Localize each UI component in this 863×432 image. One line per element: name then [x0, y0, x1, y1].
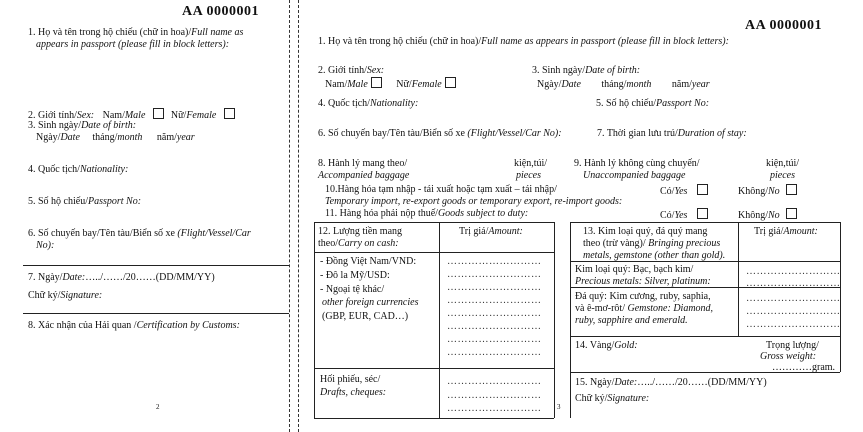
metals-silver-en: Precious metals: Silver, platinum: — [575, 276, 711, 287]
amount-line[interactable]: ……………………… — [447, 334, 542, 345]
field-customs-cert: 8. Xác nhận của Hải quan /Certification by Customs: — [28, 320, 240, 331]
field-temporary-goods-en: Temporary import, re-export goods or temporary export, re-import goods: — [325, 196, 623, 207]
full-name-input[interactable] — [28, 55, 258, 100]
yes-option: Có/Yes — [660, 184, 708, 197]
divider — [23, 313, 289, 314]
amount-line[interactable]: ……………………… — [447, 282, 542, 293]
amount-line[interactable]: ……………………… — [746, 319, 841, 330]
page-number: 2 — [156, 403, 160, 411]
unit-label: kiện,túi/ — [514, 158, 548, 169]
amount-line[interactable]: ……………………… — [447, 390, 542, 401]
field-temporary-goods: 10.Hàng hóa tạm nhập - tái xuất hoặc tạm xuất – tái nhập/ — [325, 184, 557, 195]
field-flight: 6. Số chuyến bay/Tên tàu/Biển số xe (Flight/Vessel/Car No): — [318, 128, 562, 139]
cash-other-en: other foreign currencies — [322, 297, 419, 308]
field-full-name: 1. Họ và tên trong hộ chiếu (chữ in hoa)/Full name as — [28, 27, 244, 38]
no-option: Không/No — [738, 184, 797, 197]
female-checkbox[interactable] — [445, 77, 456, 88]
cash-vnd: - Đồng Việt Nam/VND: — [320, 256, 417, 267]
gems: Đá quý: Kim cương, ruby, saphia, — [575, 291, 711, 302]
cut-line — [289, 0, 290, 432]
field-passport: 5. Số hộ chiếu/Passport No: — [596, 98, 710, 109]
amount-line[interactable]: ……………………… — [447, 269, 542, 280]
field-nationality: 4. Quốc tịch/Nationality: — [28, 164, 129, 175]
yes-option: Có/Yes — [660, 208, 708, 221]
page-number: 3 — [557, 403, 561, 411]
unit-label-en: pieces — [516, 170, 541, 181]
field-precious-en: metals, gemstone (other than gold). — [583, 250, 726, 261]
field-nationality: 4. Quốc tịch/Nationality: — [318, 98, 419, 109]
no-checkbox[interactable] — [786, 184, 797, 195]
divider — [23, 265, 289, 266]
field-date: 7. Ngày/Date:…../……/20……(DD/MM/YY) — [28, 272, 215, 283]
amount-line[interactable]: ……………………… — [447, 347, 542, 358]
field-date: 15. Ngày/Date:…../……/20……(DD/MM/YY) — [575, 377, 767, 388]
field-dob: 3. Sinh ngày/Date of birth: — [28, 120, 137, 131]
male-checkbox[interactable] — [371, 77, 382, 88]
field-dob: 3. Sinh ngày/Date of birth: — [532, 65, 641, 76]
field-passport: 5. Số hộ chiếu/Passport No: — [28, 196, 142, 207]
drafts: Hối phiếu, séc/ — [320, 374, 381, 385]
field-flight: 6. Số chuyến bay/Tên tàu/Biển số xe (Flight/Vessel/Car — [28, 228, 251, 239]
field-sex: 2. Giới tính/Sex: Nam/Male Nữ/Female — [28, 108, 235, 121]
male-checkbox[interactable] — [153, 108, 164, 119]
amount-line[interactable]: ……………………… — [447, 295, 542, 306]
field-precious: 13. Kim loại quý, đá quý mang — [583, 226, 708, 237]
field-precious-b: theo (trừ vàng)/ Bringing precious — [583, 238, 721, 249]
female-checkbox[interactable] — [224, 108, 235, 119]
field-unaccompanied-baggage: 9. Hành lý không cùng chuyến/ — [574, 158, 700, 169]
field-duration: 7. Thời gian lưu trú/Duration of stay: — [597, 128, 747, 139]
field-cash-en: theo/Carry on cash: — [318, 238, 399, 249]
field-signature: Chữ ký/Signature: — [575, 393, 650, 404]
serial-number: AA 0000001 — [182, 4, 259, 19]
no-option: Không/No — [738, 208, 797, 221]
field-full-name: 1. Họ và tên trong hộ chiếu (chữ in hoa)/Full name as appears in passport (please fill in block letters): — [318, 36, 729, 47]
gems-b: và ê-mơ-rôt/ Gemstone: Diamond, — [575, 303, 714, 314]
amount-line[interactable]: ……………………… — [746, 278, 841, 289]
field-dob-parts: Ngày/Date tháng/month năm/year — [537, 79, 710, 90]
cash-usd: - Đô la Mỹ/USD: — [320, 270, 390, 281]
field-unaccompanied-baggage-en: Unaccompanied baggage — [583, 170, 686, 181]
drafts-en: Drafts, cheques: — [320, 387, 387, 398]
gems-en: ruby, sapphire and emerald. — [575, 315, 688, 326]
amount-line[interactable]: ……………………… — [746, 306, 841, 317]
amount-line[interactable]: ……………………… — [447, 308, 542, 319]
amount-header: Trị giá/Amount: — [754, 226, 818, 237]
field-dob-parts: Ngày/Date tháng/month năm/year — [36, 132, 195, 143]
gold-weight-en: Gross weight: — [760, 351, 817, 362]
amount-line[interactable]: ……………………… — [746, 266, 841, 277]
amount-line[interactable]: ……………………… — [447, 376, 542, 387]
gold-gram[interactable]: …………gram. — [772, 362, 836, 373]
cash-other-list: (GBP, EUR, CAD…) — [322, 311, 409, 322]
field-signature: Chữ ký/Signature: — [28, 290, 103, 301]
gold-weight: Trọng lượng/ — [766, 340, 819, 351]
field-accompanied-baggage: 8. Hành lý mang theo/ — [318, 158, 408, 169]
unit-label-en: pieces — [770, 170, 795, 181]
yes-checkbox[interactable] — [697, 208, 708, 219]
amount-line[interactable]: ……………………… — [447, 321, 542, 332]
amount-line[interactable]: ……………………… — [746, 293, 841, 304]
serial-number: AA 0000001 — [745, 18, 822, 33]
field-sex: 2. Giới tính/Sex: — [318, 65, 385, 76]
amount-header: Trị giá/Amount: — [459, 226, 523, 237]
cash-other: - Ngoại tệ khác/ — [320, 284, 385, 295]
metals-silver: Kim loại quý: Bạc, bạch kim/ — [575, 264, 694, 275]
no-checkbox[interactable] — [786, 208, 797, 219]
amount-line[interactable]: ……………………… — [447, 403, 542, 414]
cut-line — [298, 0, 299, 432]
field-accompanied-baggage-en: Accompanied baggage — [318, 170, 410, 181]
field-full-name-en: appears in passport (please fill in block letters): — [36, 39, 230, 50]
field-sex-options: Nam/Male Nữ/Female — [325, 77, 456, 90]
unit-label: kiện,túi/ — [766, 158, 800, 169]
field-cash: 12. Lượng tiền mang — [318, 226, 403, 237]
field-flight-en: No): — [36, 240, 55, 251]
field-gold: 14. Vàng/Gold: — [575, 340, 638, 351]
amount-line[interactable]: ……………………… — [447, 256, 542, 267]
field-dutiable-goods: 11. Hàng hóa phải nộp thuế/Goods subject to duty: — [325, 208, 529, 219]
yes-checkbox[interactable] — [697, 184, 708, 195]
